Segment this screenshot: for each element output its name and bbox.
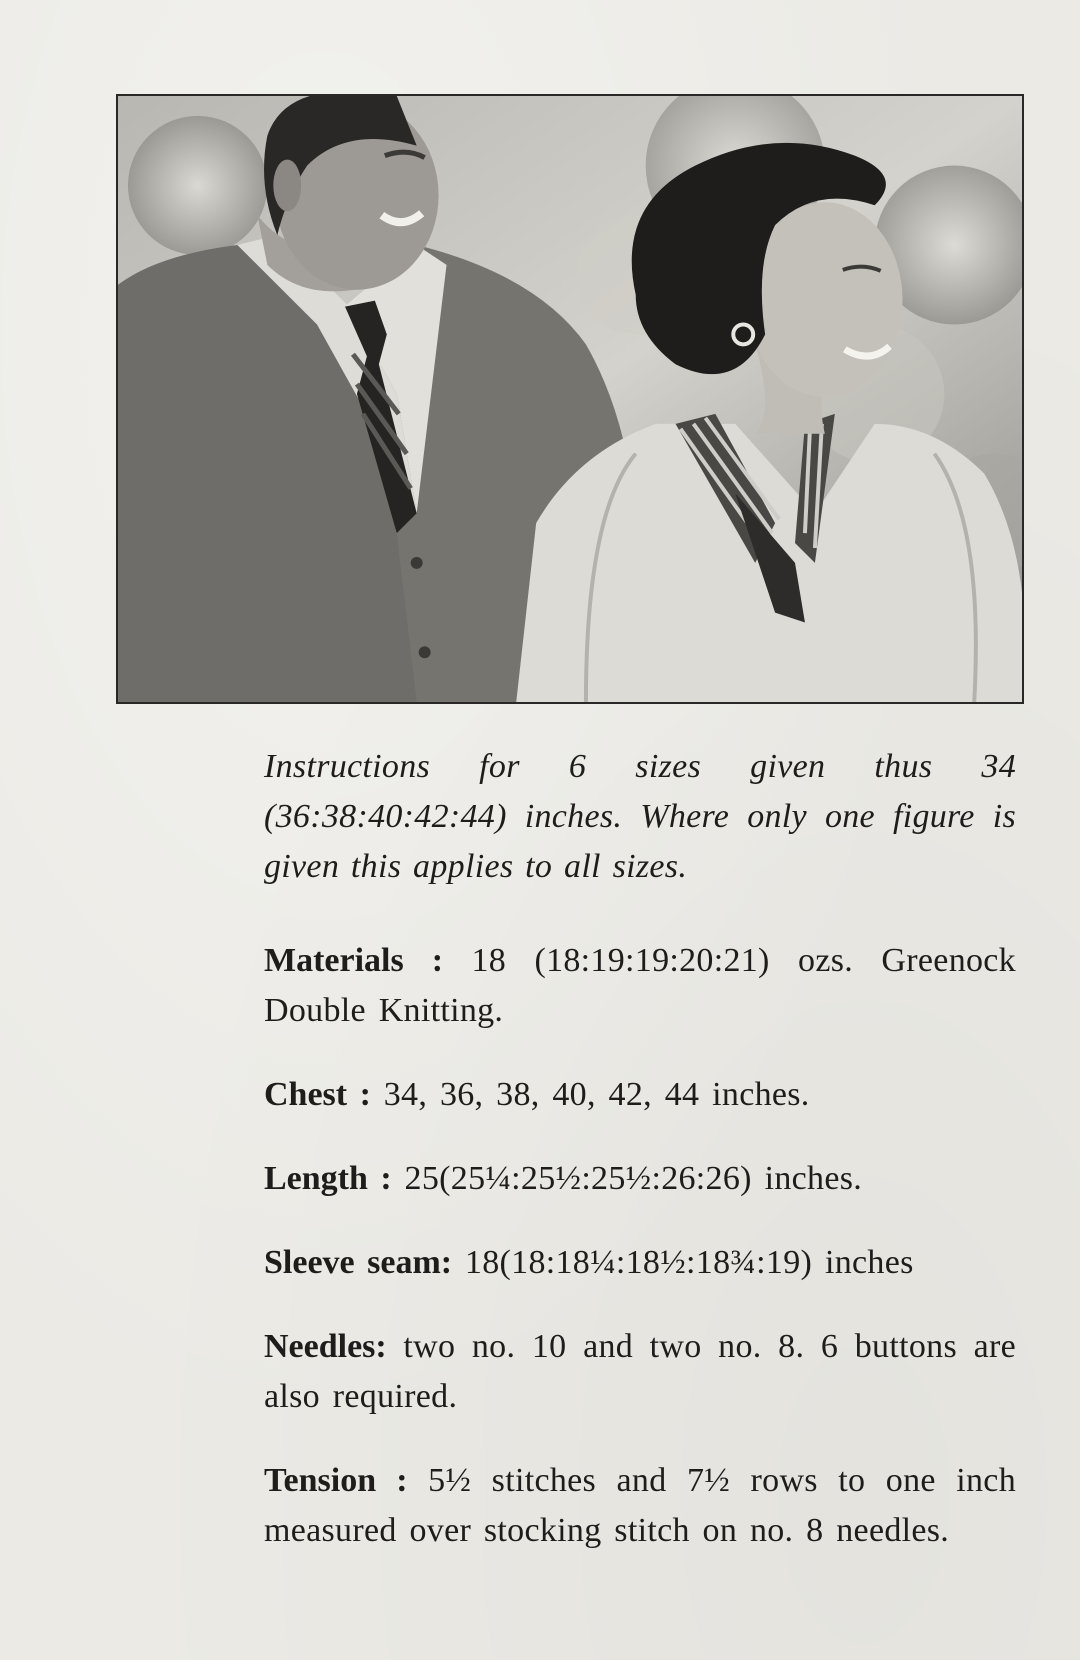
spec-value: 5½ stitches and 7½ rows to one inch measured over stocking stitch on no. 8 needles. [264, 1462, 1016, 1549]
pattern-details [264, 742, 1016, 1590]
spec-sleeve-seam [264, 1238, 1016, 1288]
size-instructions: Instructions for 6 sizes given thus 34 (36:38:40:42:44) inches. Where only one figure is given this applies to all sizes. [264, 748, 1016, 885]
spec-value: 25(25¼:25½:25½:26:26) inches. [404, 1160, 863, 1197]
spec-label: Materials : [264, 942, 444, 979]
spec-label: Chest : [264, 1076, 371, 1113]
spec-label: Tension : [264, 1462, 408, 1499]
couple-photo [116, 94, 1024, 704]
spec-label: Length : [264, 1160, 392, 1197]
spec-materials [264, 936, 1016, 1036]
spec-needles [264, 1322, 1016, 1422]
spec-tension [264, 1456, 1016, 1556]
spec-value: 18(18:18¼:18½:18¾:19) inches [464, 1244, 914, 1281]
spec-chest [264, 1070, 1016, 1120]
spec-value: two no. 10 and two no. 8. 6 buttons are also required. [264, 1328, 1016, 1415]
spec-label: Needles: [264, 1328, 387, 1365]
spec-value: 34, 36, 38, 40, 42, 44 inches. [383, 1076, 810, 1113]
spec-value: 18 (18:19:19:20:21) ozs. Greenock Double Knitting. [264, 942, 1016, 1029]
couple-photo-illustration [118, 96, 1022, 702]
spec-label: Sleeve seam: [264, 1244, 453, 1281]
spec-length [264, 1154, 1016, 1204]
